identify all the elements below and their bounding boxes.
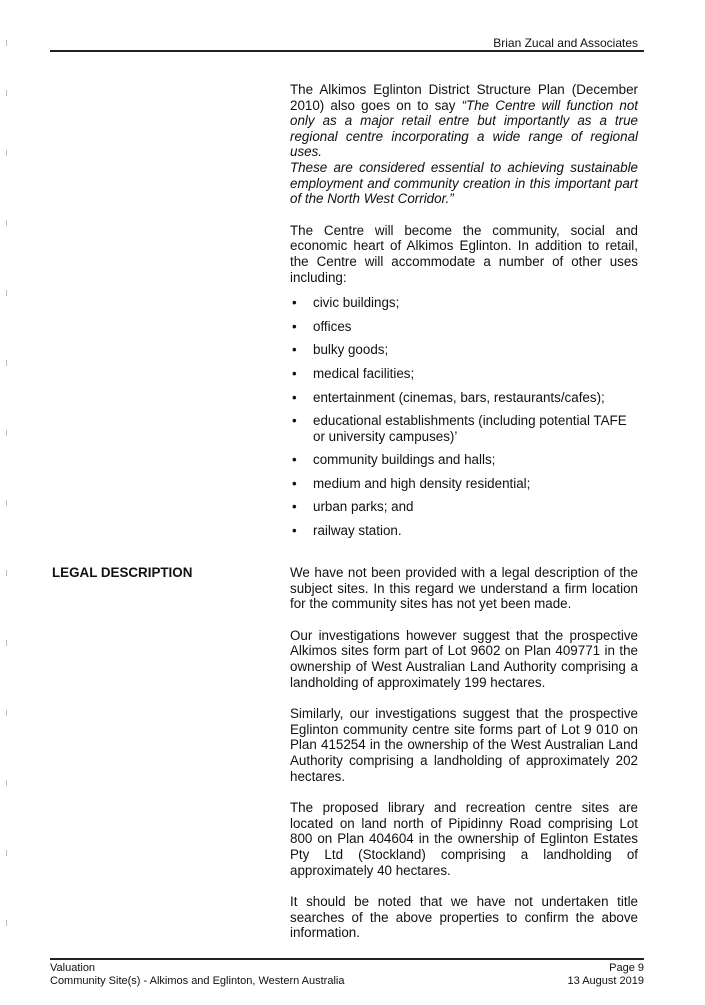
- intro-paragraph: [290, 82, 638, 207]
- binding-margin-marks: [6, 30, 10, 970]
- bullet-icon: •: [292, 318, 297, 334]
- legal-paragraph: Our investigations however suggest that the prospective Alkimos sites form part of Lot 9602 on Plan 409771 in the ownership of West Australian Land Authority comprising a landholding of approximately 199 hectares.: [290, 627, 638, 690]
- bullet-icon: •: [292, 499, 297, 515]
- legal-paragraph: The proposed library and recreation centre sites are located on land north of Pipidinny Road comprising Lot 800 on Plan 404604 in the ownership of Eglinton Estates Pty Ltd (Stockland) comprising a landholding of approximately 40 hectares.: [290, 800, 638, 878]
- list-item: • offices: [292, 318, 352, 334]
- list-item: • bulky goods;: [292, 342, 389, 358]
- list-item: • railway station.: [292, 523, 402, 539]
- intro-lead: The Alkimos Eglinton District Structure Plan (December 2010) also goes on to say: [290, 82, 638, 113]
- header-rule: [50, 50, 644, 52]
- intro-quote-2: These are considered essential to achieving sustainable employment and community creation in this important part of the North West Corridor.”: [290, 159, 638, 207]
- footer-rule: [50, 958, 644, 960]
- header-firm-name: Brian Zucal and Associates: [493, 36, 638, 50]
- bullet-icon: •: [292, 413, 297, 429]
- list-item: • community buildings and halls;: [292, 452, 496, 468]
- bullet-icon: •: [292, 452, 297, 468]
- list-item: • educational establishments (including potential TAFE or university campuses)’: [292, 413, 627, 444]
- list-item: • medium and high density residential;: [292, 475, 531, 491]
- footer-subject: Community Site(s) - Alkimos and Eglinton, Western Australia: [50, 975, 345, 987]
- list-item: • civic buildings;: [292, 295, 400, 311]
- bullet-icon: •: [292, 365, 297, 381]
- legal-block: [290, 565, 638, 941]
- footer-page-number: Page 9: [609, 962, 644, 974]
- legal-paragraph: Similarly, our investigations suggest that the prospective Eglinton community centre site forms part of Lot 9 010 on Plan 415254 in the ownership of the West Australian Land Authority comprising a landholding of approximately 202 hectares.: [290, 706, 638, 784]
- list-item: • entertainment (cinemas, bars, restaurants/cafes);: [292, 389, 605, 405]
- footer-date: 13 August 2019: [567, 975, 644, 987]
- bullet-icon: •: [292, 389, 297, 405]
- bullet-icon: •: [292, 342, 297, 358]
- list-item: • urban parks; and: [292, 499, 414, 515]
- list-item: • medical facilities;: [292, 365, 415, 381]
- uses-list: [290, 295, 638, 539]
- bullet-icon: •: [292, 523, 297, 539]
- bullet-icon: •: [292, 475, 297, 491]
- intro-block: [290, 82, 638, 547]
- intro-quote-1: “The Centre will function not only as a major retail entre but importantly as a true regional centre incorporating a wide range of regional uses.: [290, 97, 638, 160]
- bullet-icon: •: [292, 295, 297, 311]
- footer-doc-type: Valuation: [50, 962, 96, 974]
- section-heading-legal: LEGAL DESCRIPTION: [52, 565, 193, 580]
- legal-paragraph: It should be noted that we have not undertaken title searches of the above properties to confirm the above information.: [290, 894, 638, 941]
- legal-paragraph: We have not been provided with a legal description of the subject sites. In this regard we understand a firm location for the community sites has not yet been made.: [290, 565, 638, 612]
- centre-paragraph: The Centre will become the community, social and economic heart of Alkimos Eglinton. In addition to retail, the Centre will accommodate a number of other uses including:: [290, 222, 638, 285]
